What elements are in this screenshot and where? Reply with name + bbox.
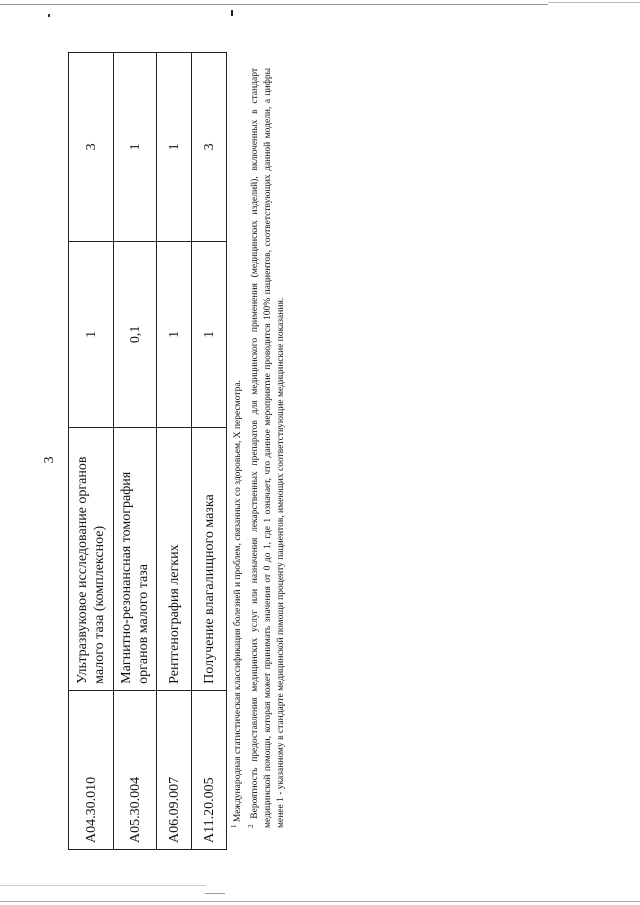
frequency-value: 1 bbox=[69, 241, 114, 427]
scan-edge-top bbox=[0, 4, 548, 5]
service-name: Рентгенография легких bbox=[157, 428, 192, 691]
footnote-2 bbox=[245, 68, 288, 828]
frequency-value: 0,1 bbox=[114, 241, 157, 427]
scan-speck bbox=[205, 893, 225, 894]
frequency-value: 1 bbox=[157, 241, 192, 427]
frequency-value: 1 bbox=[192, 241, 227, 427]
service-code: A11.20.005 bbox=[192, 690, 227, 849]
scan-edge-top-right bbox=[548, 2, 640, 3]
multiplicity-value: 1 bbox=[157, 53, 192, 242]
table-row bbox=[114, 53, 157, 850]
service-name: Получение влагалищного мазка bbox=[192, 428, 227, 691]
footnote-text: Вероятность предоставления медицинских услуг или назначения лекарственных препаратов для медицинского применения (медицинских изделий), включенных в стандарт медицинской помощи, которая может принимать значения от 0 до 1, где 1 означает, что данное мероприятие проводится 100% пациентов, соответствующих данной модели, а цифры менее 1 - указанному в стандарте медицинской помощи проценту пациентов, имеющих соответствующие медицинские показания. bbox=[250, 68, 287, 828]
scan-edge-bottom bbox=[0, 901, 640, 902]
services-table bbox=[68, 52, 227, 850]
multiplicity-value: 1 bbox=[114, 53, 157, 242]
table-row bbox=[157, 53, 192, 850]
scan-speck bbox=[48, 14, 50, 17]
footnote-marker: 2 bbox=[247, 824, 256, 828]
service-name: Ультразвуковое исследование органов малого таза (комплексное) bbox=[69, 428, 114, 691]
page-number: 3 bbox=[42, 456, 57, 464]
footnote-text: Международная статистическая классификация болезней и проблем, связанных со здоровьем, X пересмотра. bbox=[233, 380, 244, 823]
table-row bbox=[69, 53, 114, 850]
service-code: A04.30.010 bbox=[69, 690, 114, 849]
table-row bbox=[192, 53, 227, 850]
multiplicity-value: 3 bbox=[69, 53, 114, 242]
multiplicity-value: 3 bbox=[192, 53, 227, 242]
footnote-1 bbox=[228, 68, 245, 828]
footnotes bbox=[228, 68, 288, 828]
service-name: Магнитно-резонансная томография органов малого таза bbox=[114, 428, 157, 691]
service-code: A05.30.004 bbox=[114, 690, 157, 849]
scan-speck bbox=[231, 10, 233, 16]
scan-edge-bottom-left bbox=[0, 885, 206, 886]
service-code: A06.09.007 bbox=[157, 690, 192, 849]
footnote-marker: 1 bbox=[230, 824, 238, 828]
rotated-page bbox=[20, 60, 580, 870]
